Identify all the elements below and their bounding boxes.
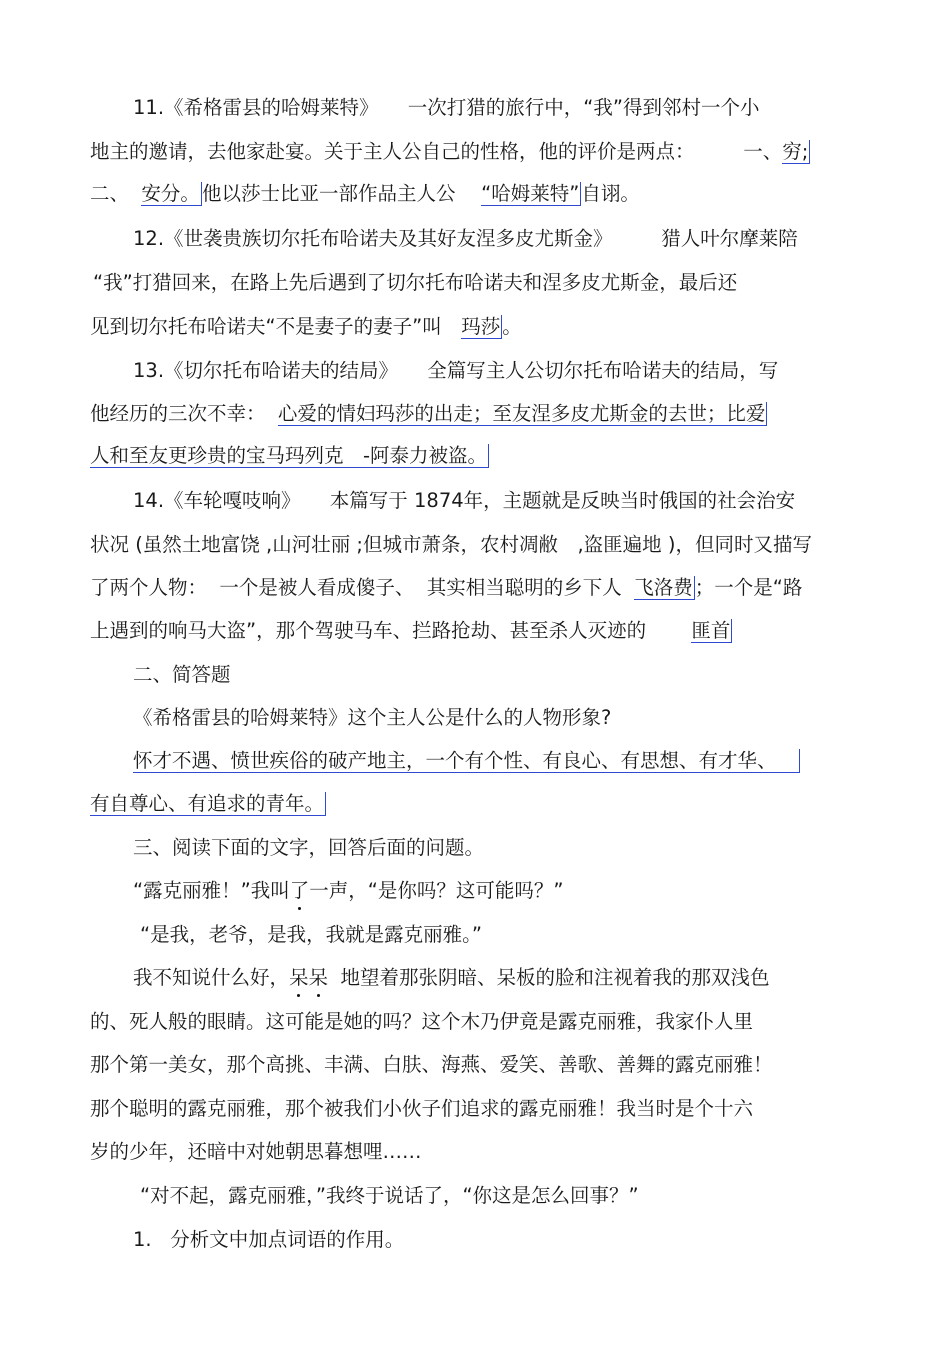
q12-line-3: 见到切尔托布哈诺夫“不是妻子的妻子”叫 玛莎 。 (90, 315, 522, 338)
q12-title: 《世袭贵族切尔托布哈诺夫及其好友涅多皮尤斯金》 (164, 227, 603, 250)
q11-line-3: 二、 安分。 他以莎士比亚一部作品主人公 “哈姆莱特” 自诩。 (90, 182, 640, 205)
q13-line-3 (90, 443, 489, 469)
q11-answer-3: “哈姆莱特” (481, 182, 580, 205)
question-1: 1. 分析文中加点词语的作用。 (133, 1228, 405, 1251)
q14-line-3: 了两个人物： 一个是被人看成傻子、 其实相当聪明的乡下人 飞洛费 ；一个是“路 (90, 576, 803, 599)
q14-line-4: 上遇到的响马大盗”，那个驾驶马车、拦路抢劫、甚至杀人灭迹的 匪首 (90, 619, 731, 642)
q12-line-1: 12.《世袭贵族切尔托布哈诺夫及其好友涅多皮尤斯金》 猎人叶尔摩莱陪 (133, 227, 798, 250)
q14-answer-2: 匪首 (691, 619, 731, 642)
emphasized-word: 呆 (308, 966, 329, 989)
passage-line-4: 的、死人般的眼睛。这可能是她的吗？这个木乃伊竟是露克丽雅，我家仆人里 (90, 1010, 754, 1033)
q11-number: 11. (133, 96, 165, 119)
q13-number: 13. (133, 359, 165, 382)
section-2-answer-line-1: 怀才不遇、愤世疾俗的破产地主，一个有个性、有良心、有思想、有才华、 (133, 748, 800, 774)
passage-line-1: “露克丽雅！”我叫了一声，“是你吗？这可能吗？” (133, 879, 564, 902)
passage-line-8: “对不起，露克丽雅，”我终于说话了，“你这是怎么回事？” (140, 1184, 639, 1207)
q11-answer-1: 穷; (782, 140, 809, 163)
q12-line-2: “我”打猎回来，在路上先后遇到了切尔托布哈诺夫和涅多皮尤斯金，最后还 (93, 271, 738, 294)
q13-answer-1: 心爱的情妇玛莎的出走；至友涅多皮尤斯金的去世；比爱 (277, 402, 766, 425)
emphasized-word: 呆 (289, 966, 309, 989)
q11-title: 《希格雷县的哈姆莱特》 (164, 96, 369, 119)
q11-line-2: 地主的邀请，去他家赴宴。关于主人公自己的性格，他的评价是两点： 一、穷; (90, 140, 809, 163)
q14-line-2: 状况 (虽然土地富饶 ,山河壮丽 ;但城市萧条，农村凋敝 ,盗匪遍地 )，但同时又描写 (90, 533, 812, 556)
q13-line-1: 13.《切尔托布哈诺夫的结局》 全篇写主人公切尔托布哈诺夫的结局，写 (133, 359, 779, 382)
q11-answer-2: 安分。 (141, 182, 200, 205)
q14-number: 14. (133, 489, 165, 512)
section-3-heading: 三、阅读下面的文字，回答后面的问题。 (133, 836, 485, 859)
q12-number: 12. (133, 227, 165, 250)
passage-line-2: “是我，老爷，是我，我就是露克丽雅。” (140, 923, 482, 946)
q14-answer-1: 飞洛费 (634, 576, 693, 599)
q13-answer-2: 人和至友更珍贵的宝马玛列克 -阿泰力被盗。 (90, 444, 488, 467)
q11-line-1: 11.《希格雷县的哈姆莱特》 一次打猎的旅行中，“我”得到邻村一个小 (133, 96, 760, 119)
section-2-question: 《希格雷县的哈姆莱特》这个主人公是什么的人物形象? (133, 706, 612, 729)
q14-line-1: 14.《车轮嘎吱响》 本篇写于 1874年，主题就是反映当时俄国的社会治安 (133, 489, 796, 512)
passage-line-5: 那个第一美女，那个高挑、丰满、白肤、海燕、爱笑、善歌、善舞的露克丽雅！ (90, 1053, 773, 1076)
section-2-heading: 二、简答题 (133, 663, 231, 686)
passage-line-6: 那个聪明的露克丽雅，那个被我们小伙子们追求的露克丽雅！我当时是个十六 (90, 1097, 754, 1120)
q12-answer-1: 玛莎 (461, 315, 501, 338)
passage-line-7: 岁的少年，还暗中对她朝思暮想哩…… (90, 1140, 422, 1163)
emphasized-word: 了 (289, 879, 310, 902)
q13-line-2: 他经历的三次不幸： 心爱的情妇玛莎的出走；至友涅多皮尤斯金的去世；比爱 (90, 402, 766, 425)
passage-line-3: 我不知说什么好，呆呆 地望着那张阴暗、呆板的脸和注视着我的那双浅色 (133, 966, 770, 989)
q14-title: 《车轮嘎吱响》 (164, 489, 291, 512)
section-2-answer-line-2: 有自尊心、有追求的青年。 (90, 792, 325, 815)
q13-title: 《切尔托布哈诺夫的结局》 (164, 359, 389, 382)
